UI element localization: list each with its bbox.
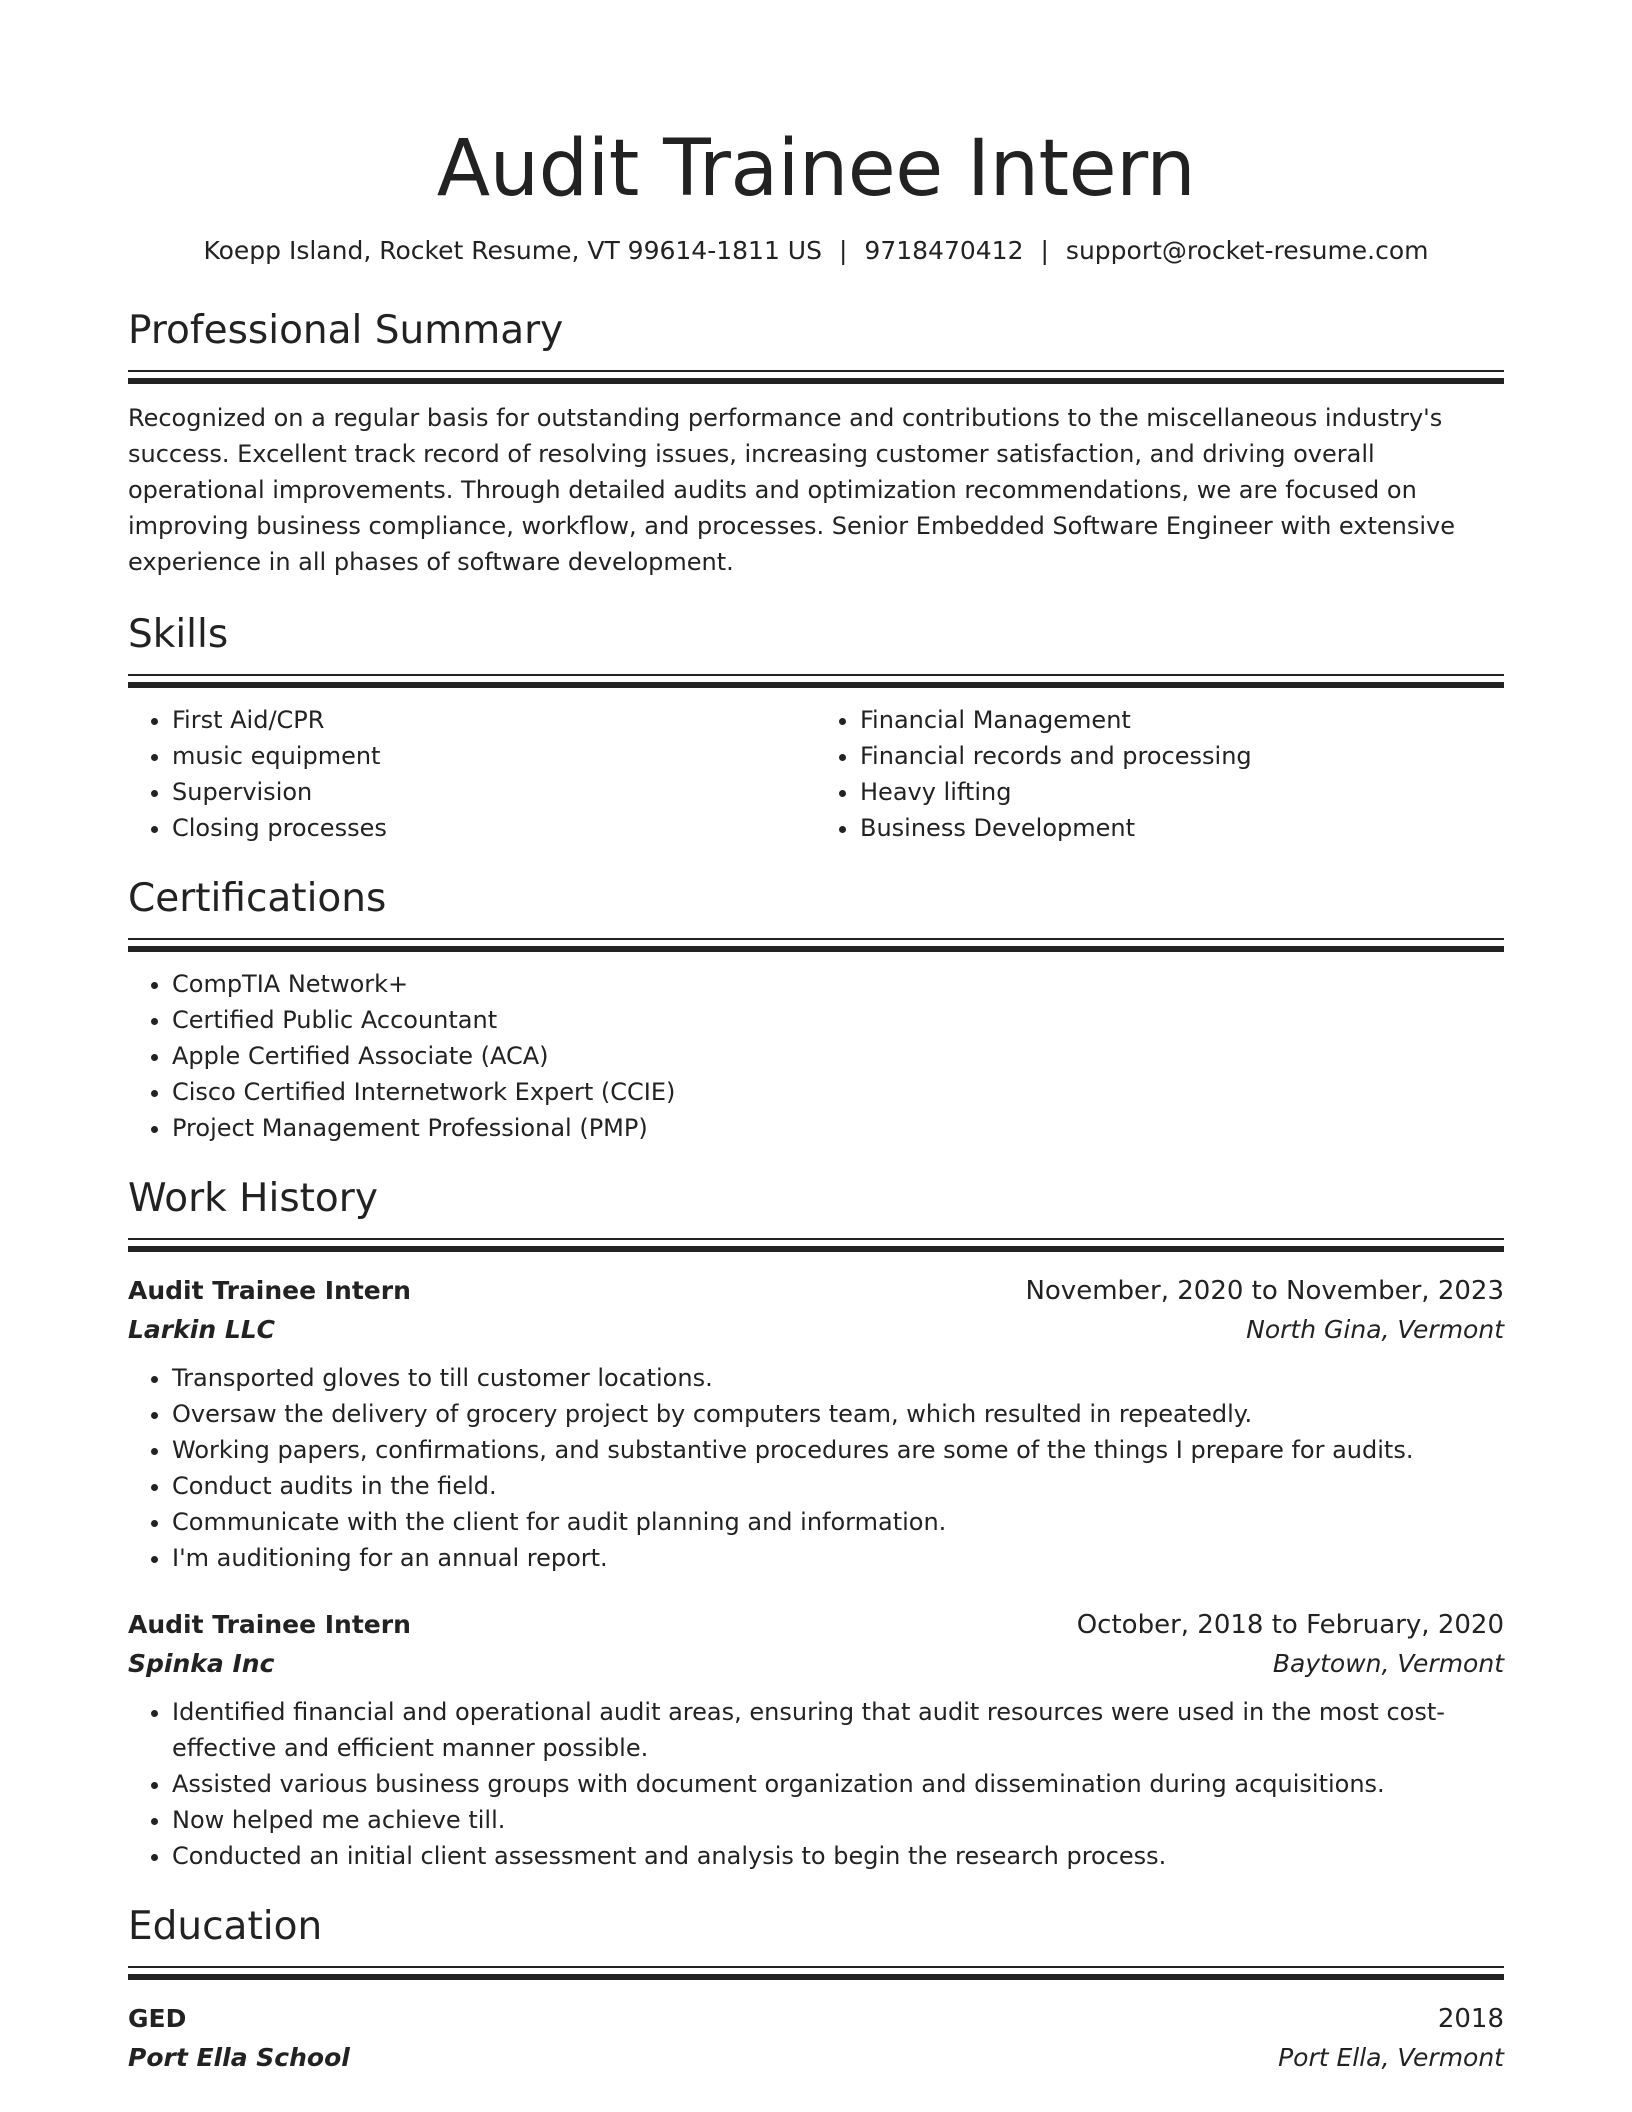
certification-item: • CompTIA Network+ (172, 966, 1504, 1002)
job-location: Baytown, Vermont (1272, 1649, 1504, 1678)
job-bullets (128, 1694, 1504, 1874)
skill-item: • Business Development (860, 810, 1504, 846)
job-bullet: • Identified financial and operational audit areas, ensuring that audit resources were used in the most cost-effective and efficient manner possible. (172, 1694, 1504, 1766)
skill-item: • music equipment (172, 738, 816, 774)
section-divider (128, 946, 1504, 952)
skill-item: • Supervision (172, 774, 816, 810)
skill-item: • Financial records and processing (860, 738, 1504, 774)
job-entry (128, 1606, 1504, 1874)
section-divider (128, 370, 1504, 372)
skills-section (128, 610, 1504, 846)
education-entry (128, 2000, 1504, 2078)
summary-heading: Professional Summary (128, 308, 564, 353)
section-divider (128, 682, 1504, 688)
contact-line (128, 234, 1504, 268)
contact-email: support@rocket-resume.com (1065, 236, 1429, 265)
work-history-section (128, 1174, 1504, 1874)
certification-item: • Project Management Professional (PMP) (172, 1110, 1504, 1146)
job-bullet: • Communicate with the client for audit planning and information. (172, 1504, 1504, 1540)
skill-item: • Financial Management (860, 702, 1504, 738)
contact-phone: 9718470412 (864, 236, 1024, 265)
section-divider (128, 938, 1504, 940)
education-location: Port Ella, Vermont (1278, 2043, 1504, 2072)
job-company: Spinka Inc (128, 1649, 275, 1678)
job-bullet: • Conducted an initial client assessment and analysis to begin the research process. (172, 1838, 1504, 1874)
section-divider (128, 378, 1504, 384)
job-bullet: • Transported gloves to till customer locations. (172, 1360, 1504, 1396)
contact-separator: | (1040, 236, 1049, 265)
section-divider (128, 674, 1504, 676)
job-location: North Gina, Vermont (1246, 1315, 1504, 1344)
job-bullet: • Assisted various business groups with document organization and dissemination during acquisitions. (172, 1766, 1504, 1802)
job-entry (128, 1272, 1504, 1576)
skills-heading: Skills (128, 612, 229, 657)
summary-section (128, 306, 1504, 580)
work-history-heading: Work History (128, 1176, 378, 1221)
education-year: 2018 (1437, 2004, 1504, 2034)
section-divider (128, 1238, 1504, 1240)
skills-list-left (128, 702, 816, 846)
education-section (128, 1902, 1504, 2078)
contact-address: Koepp Island, Rocket Resume, VT 99614-1811 US (203, 236, 822, 265)
certification-item: • Cisco Certified Internetwork Expert (CCIE) (172, 1074, 1504, 1110)
job-dates: November, 2020 to November, 2023 (1025, 1276, 1504, 1306)
job-title: Audit Trainee Intern (128, 1610, 411, 1639)
education-degree: GED (128, 2004, 187, 2033)
certifications-heading: Certifications (128, 876, 387, 921)
skill-item: • Heavy lifting (860, 774, 1504, 810)
education-school: Port Ella School (128, 2043, 350, 2072)
job-bullets (128, 1360, 1504, 1576)
skill-item: • First Aid/CPR (172, 702, 816, 738)
education-heading: Education (128, 1904, 323, 1949)
job-bullet: • Now helped me achieve till. (172, 1802, 1504, 1838)
job-bullet: • Oversaw the delivery of grocery project by computers team, which resulted in repeatedly. (172, 1396, 1504, 1432)
certifications-section (128, 874, 1504, 1146)
skill-item: • Closing processes (172, 810, 816, 846)
section-divider (128, 1974, 1504, 1980)
summary-text: Recognized on a regular basis for outstanding performance and contributions to the miscellaneous industry's success. Excellent track record of resolving issues, increasing customer satisfaction, and driving overall operational improvements. Through detailed audits and optimization recommendations, we are focused on improving business compliance, workflow, and processes. Senior Embedded Software Engineer with extensive experience in all phases of software development. (128, 404, 1456, 576)
contact-separator: | (838, 236, 848, 265)
job-title: Audit Trainee Intern (128, 1276, 411, 1305)
job-dates: October, 2018 to February, 2020 (1076, 1610, 1504, 1640)
job-bullet: • I'm auditioning for an annual report. (172, 1540, 1504, 1576)
resume-name: Audit Trainee Intern (436, 124, 1196, 214)
section-divider (128, 1966, 1504, 1968)
skills-list-right (816, 702, 1504, 846)
certification-item: • Certified Public Accountant (172, 1002, 1504, 1038)
certification-item: • Apple Certified Associate (ACA) (172, 1038, 1504, 1074)
certifications-list (128, 966, 1504, 1146)
section-divider (128, 1246, 1504, 1252)
job-bullet: • Working papers, confirmations, and substantive procedures are some of the things I prepare for audits. (172, 1432, 1504, 1468)
job-bullet: • Conduct audits in the field. (172, 1468, 1504, 1504)
skills-grid (128, 702, 1504, 846)
job-company: Larkin LLC (128, 1315, 276, 1344)
